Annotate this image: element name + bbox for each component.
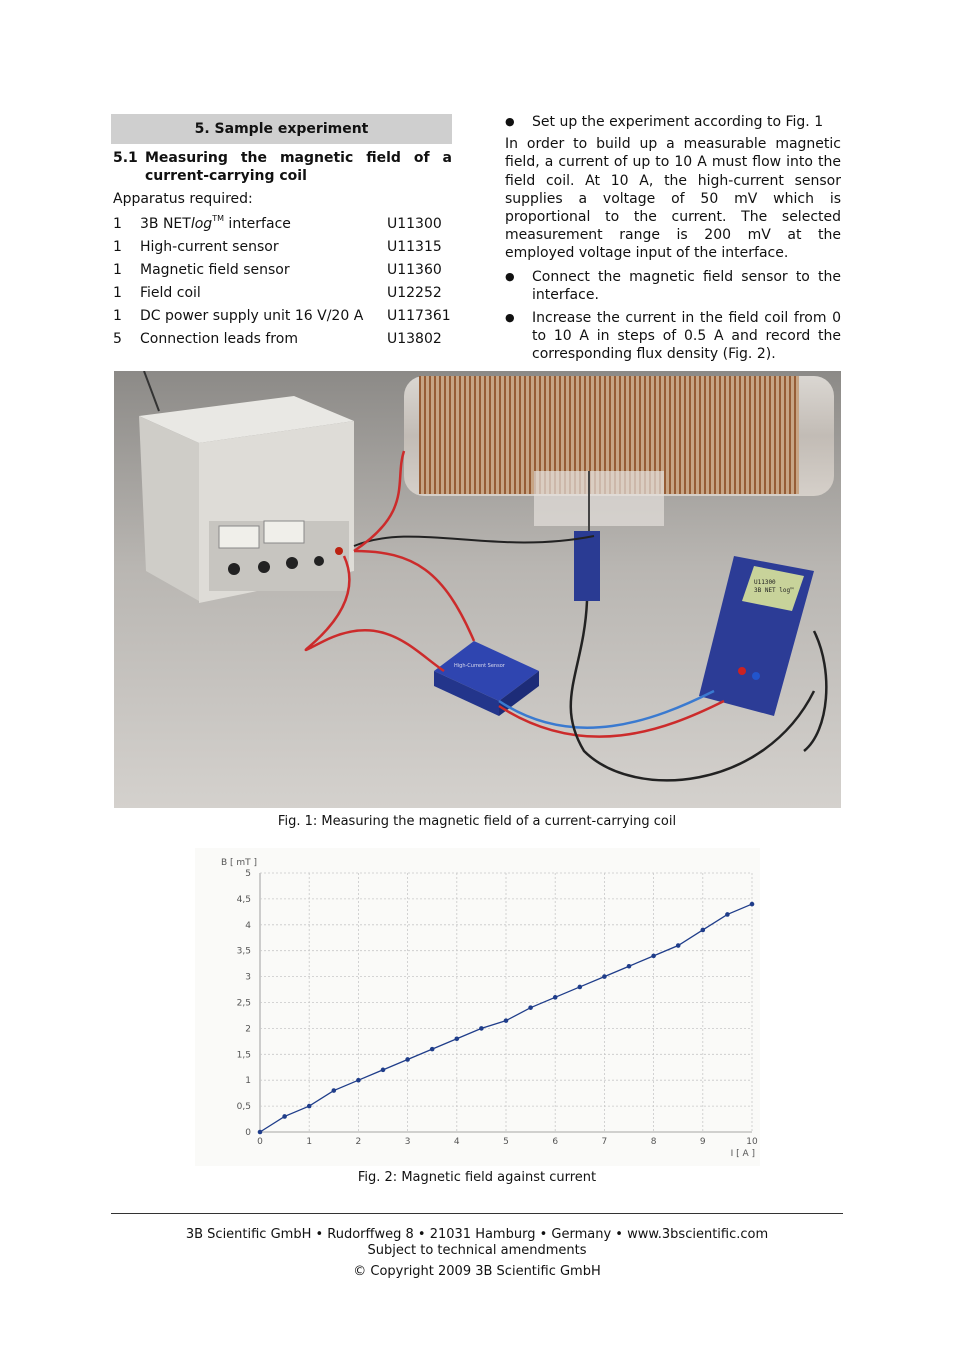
apparatus-qty: 1 — [113, 308, 122, 324]
apparatus-code: U11360 — [387, 262, 442, 278]
data-point — [479, 1026, 484, 1031]
apparatus-qty: 1 — [113, 216, 122, 232]
y-tick-label: 2 — [245, 1024, 251, 1035]
subsection-title: Measuring the magnetic field of a current-carrying coil — [145, 150, 452, 184]
apparatus-name: DC power supply unit 16 V/20 A — [140, 308, 364, 324]
apparatus-name — [140, 213, 387, 236]
apparatus-code: U11300 — [387, 216, 442, 232]
bullet-icon: ● — [505, 115, 515, 128]
bullet-icon: ● — [505, 311, 515, 325]
trademark-sup: TM — [212, 214, 224, 223]
data-point — [455, 1036, 460, 1041]
power-supply — [139, 396, 354, 603]
x-tick-label: 7 — [601, 1137, 608, 1147]
data-point — [676, 943, 681, 948]
footer-amendments: Subject to technical amendments — [367, 1243, 587, 1258]
sensor-name-label: High-Current Sensor — [454, 663, 505, 669]
data-point — [430, 1047, 435, 1052]
x-tick-label: 8 — [650, 1137, 657, 1147]
data-point — [282, 1114, 287, 1119]
bullet-text: Set up the experiment according to Fig. 1 — [532, 114, 824, 130]
apparatus-code: U117361 — [387, 308, 451, 324]
subsection-number: 5.1 — [113, 150, 138, 166]
data-point — [553, 995, 558, 1000]
apparatus-name-italic: log — [190, 216, 213, 232]
data-point — [701, 928, 706, 933]
apparatus-name-part: interface — [223, 216, 291, 232]
apparatus-code: U12252 — [387, 285, 442, 301]
y-tick-label: 5 — [245, 869, 251, 879]
apparatus-code: U13802 — [387, 331, 442, 347]
apparatus-row — [111, 328, 452, 351]
apparatus-name: Connection leads from — [140, 331, 298, 347]
y-tick-label: 4 — [245, 920, 251, 931]
data-point — [381, 1068, 386, 1073]
y-axis-label: B [ mT ] — [221, 858, 258, 868]
x-tick-label: 2 — [355, 1137, 362, 1147]
data-point — [750, 902, 755, 907]
bullet-text: Connect the magnetic field sensor to the interface. — [532, 268, 841, 303]
apparatus-list — [111, 213, 452, 351]
apparatus-row — [111, 305, 452, 328]
apparatus-name: High-current sensor — [140, 239, 279, 255]
x-tick-label: 3 — [404, 1137, 411, 1147]
apparatus-row — [111, 236, 452, 259]
x-tick-label: 0 — [257, 1137, 263, 1147]
x-tick-label: 5 — [503, 1137, 509, 1147]
figure2-caption: Fig. 2: Magnetic field against current — [357, 1170, 597, 1185]
instruction-bullet — [505, 309, 841, 364]
apparatus-qty: 1 — [113, 285, 122, 301]
apparatus-qty: 1 — [113, 239, 122, 255]
apparatus-row — [111, 259, 452, 282]
y-tick-label: 0,5 — [236, 1102, 251, 1113]
subsection-heading — [111, 149, 452, 185]
data-point — [258, 1130, 263, 1135]
x-tick-label: 6 — [552, 1137, 559, 1147]
apparatus-qty: 1 — [113, 262, 122, 278]
apparatus-title: Apparatus required: — [113, 191, 253, 207]
flux-density-chart — [195, 848, 760, 1166]
data-point — [528, 1005, 533, 1010]
bullet-text: Increase the current in the field coil from 0 to 10 A in steps of 0.5 A and record the corresponding flux density (Fig. 2). — [532, 310, 841, 363]
magnetic-field-sensor — [574, 531, 600, 601]
experiment-photo — [114, 371, 841, 808]
y-tick-label: 4,5 — [236, 894, 251, 905]
x-tick-label: 10 — [746, 1137, 758, 1147]
display-brand-label: 3B NET log™ — [754, 587, 794, 594]
data-point — [307, 1104, 312, 1109]
apparatus-row — [111, 213, 452, 236]
data-point — [627, 964, 632, 969]
y-tick-label: 1,5 — [236, 1050, 251, 1061]
y-tick-label: 2,5 — [236, 998, 251, 1009]
x-tick-label: 9 — [699, 1137, 706, 1147]
y-tick-label: 3,5 — [236, 946, 251, 957]
apparatus-name-part: 3B NET — [140, 216, 191, 232]
apparatus-row — [111, 282, 452, 305]
left-column — [111, 114, 452, 351]
section-header: 5. Sample experiment — [111, 114, 452, 144]
data-point — [332, 1088, 337, 1093]
body-paragraph: In order to build up a measurable magnetic field, a current of up to 10 A must flow into the field coil. At 10 A, the high-current sensor supplies a voltage of 50 mV which is proportional to the current. The selected measurement range is 200 mV at the employed voltage input of the interface. — [505, 136, 841, 262]
instruction-bullet — [505, 268, 841, 304]
data-point — [578, 985, 583, 990]
data-point — [651, 954, 656, 959]
instruction-bullet — [505, 113, 841, 131]
right-column — [505, 113, 841, 364]
bullet-icon: ● — [505, 269, 515, 283]
data-point — [725, 912, 730, 917]
footer-rule — [111, 1213, 843, 1214]
y-tick-label: 0 — [245, 1128, 251, 1138]
display-model-label: U11300 — [754, 579, 776, 586]
data-point — [504, 1018, 509, 1023]
x-tick-label: 4 — [453, 1137, 460, 1147]
apparatus-qty: 5 — [113, 331, 122, 347]
apparatus-name: Field coil — [140, 285, 201, 301]
footer-copyright: © Copyright 2009 3B Scientific GmbH — [353, 1264, 601, 1279]
y-tick-label: 3 — [245, 972, 251, 983]
figure1-caption: Fig. 1: Measuring the magnetic field of a current-carrying coil — [277, 814, 677, 829]
y-tick-label: 1 — [245, 1076, 251, 1087]
x-axis-label: I [ A ] — [730, 1149, 755, 1159]
data-point — [405, 1057, 410, 1062]
apparatus-name: Magnetic field sensor — [140, 262, 290, 278]
apparatus-code: U11315 — [387, 239, 442, 255]
data-point — [356, 1078, 361, 1083]
chart-background — [195, 848, 760, 1166]
data-point — [602, 974, 607, 979]
footer-address: 3B Scientific GmbH • Rudorffweg 8 • 21031 Hamburg • Germany • www.3bscientific.com — [185, 1227, 769, 1242]
x-tick-label: 1 — [306, 1137, 313, 1147]
